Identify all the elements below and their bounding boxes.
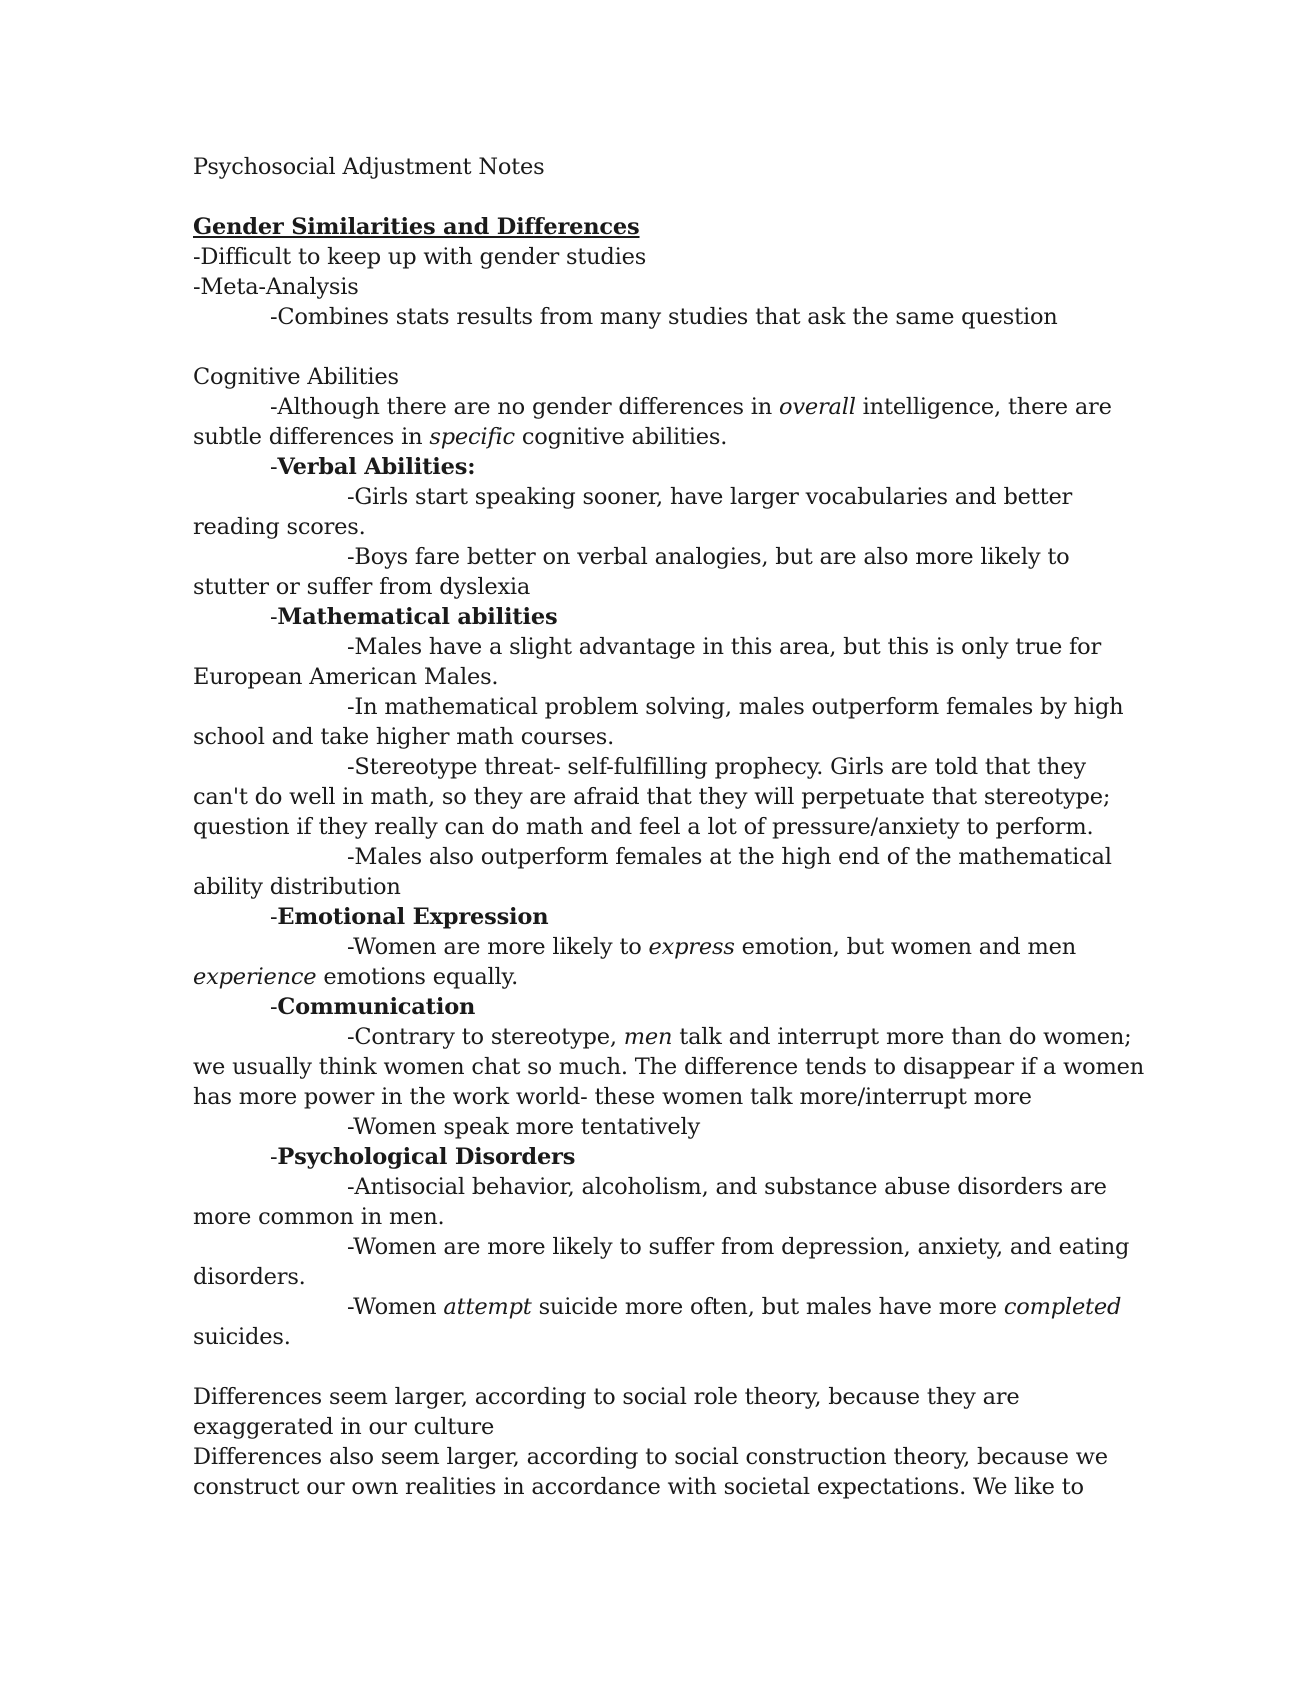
- cognitive-paragraph-line: -Although there are no gender differences in overall intelligence, there are: [270, 394, 1112, 420]
- theory-paragraph-line: exaggerated in our culture: [193, 1414, 495, 1440]
- communication-point-cont: has more power in the work world- these women talk more/interrupt more: [193, 1084, 1032, 1110]
- emotion-point: -Women are more likely to express emotion, but women and men: [347, 934, 1077, 960]
- document-title: Psychosocial Adjustment Notes: [193, 154, 545, 180]
- math-heading: -Mathematical abilities: [270, 604, 558, 630]
- math-point-cont: European American Males.: [193, 664, 499, 690]
- intro-line: -Meta-Analysis: [193, 274, 359, 300]
- math-point: -In mathematical problem solving, males outperform females by high: [347, 694, 1124, 720]
- disorders-point-cont: disorders.: [193, 1264, 306, 1290]
- communication-point-cont: we usually think women chat so much. The difference tends to disappear if a women: [193, 1054, 1145, 1080]
- verbal-point: -Boys fare better on verbal analogies, but are also more likely to: [347, 544, 1070, 570]
- document-page: [193, 152, 1145, 1502]
- math-point-cont: ability distribution: [193, 874, 401, 900]
- spacer: [193, 332, 1133, 362]
- math-point: -Males have a slight advantage in this area, but this is only true for: [347, 634, 1102, 660]
- disorders-heading: -Psychological Disorders: [270, 1144, 576, 1170]
- verbal-heading: -Verbal Abilities:: [270, 454, 476, 480]
- math-point-cont: school and take higher math courses.: [193, 724, 615, 750]
- math-point-cont: can't do well in math, so they are afraid that they will perpetuate that stereotype;: [193, 784, 1111, 810]
- emotion-point-cont: experience emotions equally.: [193, 964, 519, 990]
- theory-paragraph-line: construct our own realities in accordance with societal expectations. We like to: [193, 1474, 1084, 1500]
- verbal-point-cont: stutter or suffer from dyslexia: [193, 574, 531, 600]
- disorders-point: -Women are more likely to suffer from depression, anxiety, and eating: [347, 1234, 1130, 1260]
- communication-heading: -Communication: [270, 994, 476, 1020]
- disorders-point-cont: more common in men.: [193, 1204, 445, 1230]
- intro-subline: -Combines stats results from many studies that ask the same question: [270, 304, 1058, 330]
- spacer: [193, 1352, 1133, 1382]
- verbal-point: -Girls start speaking sooner, have larger vocabularies and better: [347, 484, 1073, 510]
- disorders-point: -Women attempt suicide more often, but males have more completed: [347, 1294, 1122, 1320]
- disorders-point: -Antisocial behavior, alcoholism, and substance abuse disorders are: [347, 1174, 1107, 1200]
- section-heading: Gender Similarities and Differences: [193, 214, 640, 240]
- intro-line: -Difficult to keep up with gender studies: [193, 244, 647, 270]
- math-point: -Stereotype threat- self-fulfilling prophecy. Girls are told that they: [347, 754, 1086, 780]
- theory-paragraph-line: Differences seem larger, according to social role theory, because they are: [193, 1384, 1020, 1410]
- cognitive-paragraph-line: subtle differences in specific cognitive abilities.: [193, 424, 728, 450]
- communication-point: -Contrary to stereotype, men talk and interrupt more than do women;: [347, 1024, 1132, 1050]
- math-point-cont: question if they really can do math and feel a lot of pressure/anxiety to perform.: [193, 814, 1094, 840]
- spacer: [193, 182, 1133, 212]
- theory-paragraph-line: Differences also seem larger, according to social construction theory, because we: [193, 1444, 1108, 1470]
- cognitive-title: Cognitive Abilities: [193, 364, 399, 390]
- verbal-point-cont: reading scores.: [193, 514, 366, 540]
- emotion-heading: -Emotional Expression: [270, 904, 549, 930]
- math-point: -Males also outperform females at the high end of the mathematical: [347, 844, 1112, 870]
- disorders-point-cont: suicides.: [193, 1324, 291, 1350]
- communication-point: -Women speak more tentatively: [347, 1114, 701, 1140]
